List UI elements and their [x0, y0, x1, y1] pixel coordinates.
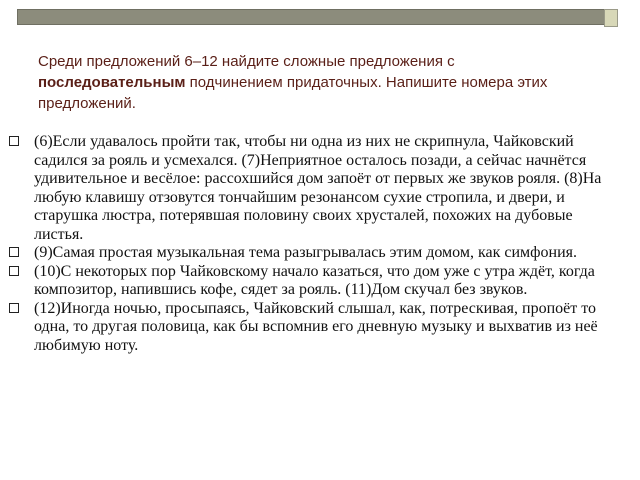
- instruction-text-start: Среди предложений 6–12 найдите сложные предложения с: [38, 53, 455, 70]
- square-bullet-icon: [9, 266, 19, 276]
- square-bullet-icon: [9, 303, 19, 313]
- instruction-text-end: подчинением придаточных. Напишите номера этих предложений.: [38, 74, 548, 112]
- task-instruction: [38, 51, 598, 114]
- list-item-text: (10)С некоторых пор Чайковскому начало казаться, что дом уже с утра ждёт, когда композитор, напившись кофе, сядет за рояль. (11)Дом скучал без звуков.: [34, 262, 595, 298]
- list-item-text: (12)Иногда ночью, просыпаясь, Чайковский слышал, как, потрескивая, пропоёт то одна, то другая половица, как бы вспомнив его дневную музыку и выхватив из неё любимую ноту.: [34, 299, 598, 354]
- list-item: [8, 263, 608, 300]
- square-bullet-icon: [9, 136, 19, 146]
- list-item: [8, 300, 608, 356]
- sentence-list: [8, 133, 608, 355]
- title-bar-decoration: [17, 9, 605, 25]
- list-item: [8, 133, 608, 244]
- square-bullet-icon: [9, 247, 19, 257]
- list-item-text: (6)Если удавалось пройти так, чтобы ни одна из них не скрипнула, Чайковский садился за рояль и усмехался. (7)Неприятное осталось позади, а сейчас начнётся удивительное и весёлое: рассохшийся дом запоёт от первых же звуков рояля. (8)На любую клавишу отзовутся тончайшим резонансом сухие стропила, и двери, и старушка люстра, потерявшая половину своих хрусталей, похожих на дубовые листья.: [34, 133, 602, 243]
- list-item-text: (9)Самая простая музыкальная тема разыгрывалась этим домом, как симфония.: [34, 244, 578, 261]
- list-item: [8, 244, 608, 263]
- instruction-emphasis: последовательным: [38, 74, 186, 91]
- title-bar-accent: [604, 9, 618, 27]
